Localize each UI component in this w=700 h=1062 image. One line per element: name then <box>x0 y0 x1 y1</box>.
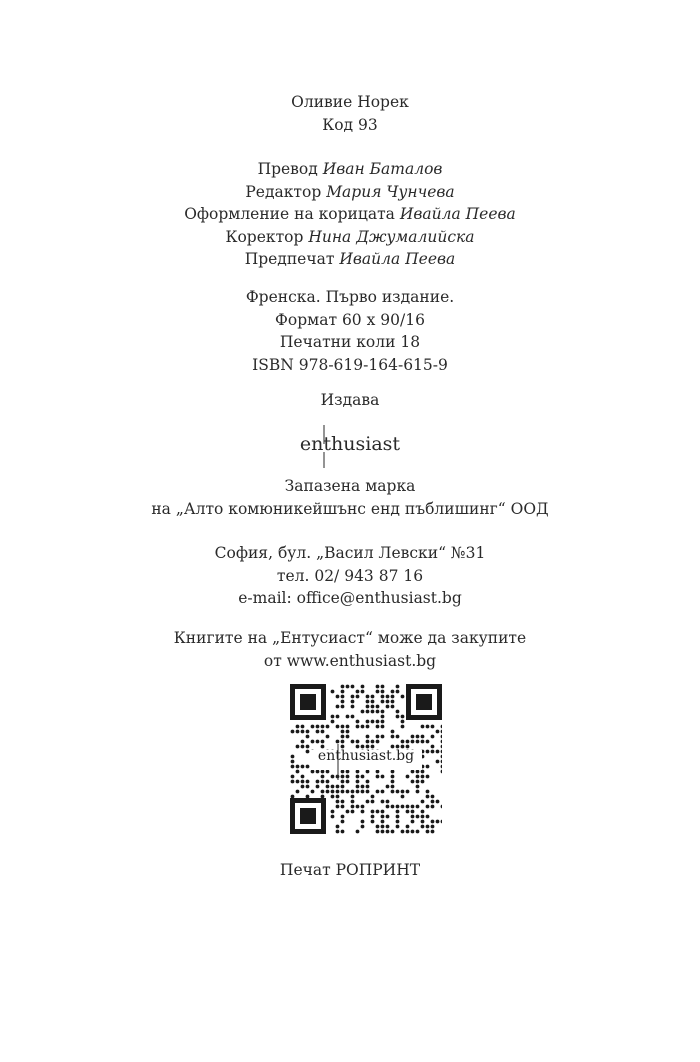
author-name: Оливие Норек <box>291 93 409 111</box>
book-details <box>0 286 700 376</box>
credit-editor <box>0 181 700 204</box>
credit-name: Ивайла Пеева <box>339 250 456 268</box>
company-text: на „Алто комюникейшънс енд пъблишинг“ ООД <box>151 499 549 518</box>
purchase-line-1: Книгите на „Ентусиаст“ може да закупите <box>173 629 527 647</box>
printer-block <box>0 859 700 882</box>
credit-name: Мария Чунчева <box>326 182 455 201</box>
credits <box>0 158 700 271</box>
book-header <box>0 91 700 136</box>
credit-role: Коректор <box>225 227 304 246</box>
sheets-text: Печатни коли 18 <box>279 333 421 351</box>
contact-block <box>0 542 700 610</box>
credit-name: Нина Джумалийска <box>308 227 475 246</box>
credit-name: Иван Баталов <box>322 160 443 178</box>
book-title: Код 93 <box>322 115 378 134</box>
credit-name: Ивайла Пеева <box>399 205 516 223</box>
credit-role: Редактор <box>245 182 322 201</box>
logo-wordmark: enthusiast <box>299 433 401 455</box>
qr-label: enthusiast.bg <box>317 748 415 764</box>
credit-role: Предпечат <box>244 250 335 268</box>
publishes-text: Издава <box>320 391 380 409</box>
credit-cover-design <box>0 203 700 226</box>
credit-role: Оформление на корицата <box>184 205 395 223</box>
address-text: София, бул. „Васил Левски“ №31 <box>214 544 486 562</box>
credit-proofreader <box>0 226 700 249</box>
edition-text: Френска. Първо издание. <box>245 288 455 306</box>
trademark-text: Запазена марка <box>284 477 416 495</box>
credit-translator <box>0 158 700 181</box>
purchase-line-2: от www.enthusiast.bg <box>263 651 437 670</box>
purchase-block <box>0 627 700 672</box>
publishes-label <box>0 389 700 412</box>
qr-code <box>290 684 442 834</box>
credit-role: Превод <box>257 160 318 178</box>
phone-text: тел. 02/ 943 87 16 <box>276 566 424 585</box>
isbn-text: ISBN 978-619-164-615-9 <box>252 355 448 374</box>
email-text: e-mail: office@enthusiast.bg <box>238 589 462 607</box>
credit-prepress <box>0 248 700 271</box>
enthusiast-logo-icon <box>280 422 420 472</box>
trademark-block <box>0 475 700 520</box>
publisher-logo <box>0 422 700 470</box>
format-text: Формат 60 x 90/16 <box>275 310 425 329</box>
printer-text: Печат РОПРИНТ <box>279 861 421 879</box>
